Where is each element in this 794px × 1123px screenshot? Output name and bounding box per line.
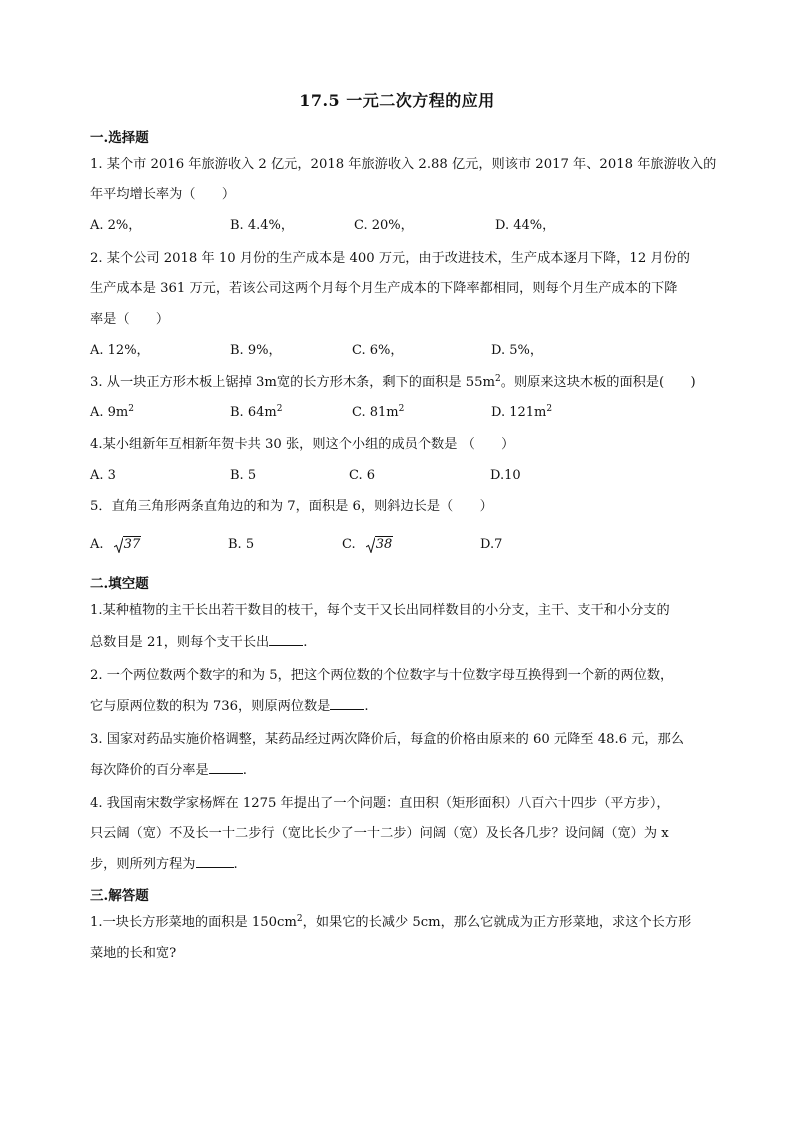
option-d — [491, 404, 552, 422]
section-heading-answer: 三.解答题 — [90, 888, 149, 904]
question-text: 只云阔（宽）不及长一十二步行（宽比长少了一十二步）问阔（宽）及长各几步？设问阔（宽）为 x — [90, 826, 669, 841]
question-text-part: 每次降价的百分率是 — [90, 763, 209, 778]
question-text: 年平均增长率为（ ） — [90, 187, 236, 202]
option-text: A. 9m — [90, 405, 129, 420]
option-c — [352, 404, 404, 422]
question-text-part: 步，则所列方程为 — [90, 857, 196, 872]
square-root — [366, 536, 394, 554]
question-text: 2. 某个公司 2018 年 10 月份的生产成本是 400 万元，由于改进技术，生产成本逐月下降，12 月份的 — [90, 251, 690, 266]
option-c: C. 6 — [349, 468, 376, 483]
radicand: 38 — [375, 537, 393, 552]
question-text: 菜地的长和宽? — [90, 946, 177, 961]
option-b: B. 4.4%， — [230, 218, 294, 233]
option-a: A. 3 — [90, 468, 116, 483]
option-row — [90, 217, 708, 235]
superscript: 2 — [546, 404, 553, 414]
option-c: C. 6%， — [352, 343, 404, 358]
option-text: B. 64m — [230, 405, 277, 420]
question-text-part: . — [364, 699, 369, 714]
option-row — [90, 536, 708, 554]
superscript: 2 — [276, 404, 283, 414]
question-text-part: 1.一块长方形菜地的面积是 150cm — [90, 915, 297, 930]
question-text: 1. 某个市 2016 年旅游收入 2 亿元，2018 年旅游收入 2.88 亿元，则该市 2017 年、2018 年旅游收入的 — [90, 157, 717, 172]
question-text-part: 它与原两位数的积为 736，则原两位数是 — [90, 699, 331, 714]
question-text — [90, 374, 708, 392]
superscript: 2 — [398, 404, 405, 414]
option-d: D.7 — [480, 537, 503, 552]
question-text: 2. 一个两位数两个数字的和为 5，把这个两位数的个位数字与十位数字母互换得到一个新的两位数， — [90, 668, 674, 683]
radical-sign-icon — [366, 537, 375, 553]
question-text-part: . — [242, 763, 247, 778]
option-a — [90, 404, 134, 422]
question-text — [90, 761, 708, 780]
question-text: 5．直角三角形两条直角边的和为 7，面积是 6，则斜边长是（ ） — [90, 499, 493, 514]
option-b — [230, 404, 282, 422]
question-text-part: 3. 从一块正方形木板上锯掉 3m宽的长方形木条，剩下的面积是 55m — [90, 375, 496, 390]
radical-sign-icon — [114, 537, 123, 553]
option-b: B. 9%， — [230, 343, 282, 358]
answer-blank[interactable] — [330, 697, 364, 710]
superscript: 2 — [495, 374, 501, 384]
option-d: D. 44%， — [495, 218, 556, 233]
question-text: 4. 我国南宋数学家杨辉在 1275 年提出了一个问题：直田积（矩形面积）八百六十四步（平方步）， — [90, 796, 670, 811]
option-b: B. 5 — [228, 537, 255, 552]
question-text: 3. 国家对药品实施价格调整，某药品经过两次降价后，每盒的价格由原来的 60 元降至 48.6 元，那么 — [90, 732, 684, 747]
question-text: 生产成本是 361 万元，若该公司这两个月每个月生产成本的下降率都相同，则每个月生产成本的下降 — [90, 281, 678, 296]
option-row — [90, 342, 708, 360]
question-text — [90, 633, 708, 652]
question-text: 率是（ ） — [90, 312, 170, 327]
option-d: D. 5%， — [491, 343, 543, 358]
section-heading-fill: 二.填空题 — [90, 576, 149, 592]
option-c: C. 20%， — [354, 218, 414, 233]
answer-blank[interactable] — [196, 855, 234, 868]
option-row — [90, 404, 708, 422]
option-row — [90, 467, 708, 485]
superscript: 2 — [128, 404, 134, 414]
option-a — [90, 536, 141, 554]
superscript: 2 — [296, 914, 303, 924]
question-text: 1.某种植物的主干长出若干数目的枝干，每个支干又长出同样数目的小分支，主干、支干和小分支的 — [90, 603, 670, 618]
option-c — [342, 536, 393, 554]
option-label: C. — [342, 537, 356, 552]
option-a: A. 12%， — [90, 343, 150, 358]
option-text: C. 81m — [352, 405, 399, 420]
question-text — [90, 697, 708, 716]
question-text — [90, 855, 708, 874]
option-d: D.10 — [490, 468, 521, 483]
square-root — [114, 536, 142, 554]
question-text: 4.某小组新年互相新年贺卡共 30 张，则这个小组的成员个数是 （ ） — [90, 437, 515, 452]
answer-blank[interactable] — [209, 761, 243, 774]
question-text-part: ，如果它的长减少 5cm，那么它就成为正方形菜地，求这个长方形 — [302, 915, 692, 930]
question-text-part: 总数目是 21，则每个支干长出 — [90, 635, 270, 650]
option-text: D. 121m — [491, 405, 547, 420]
question-text-part: 。则原来这块木板的面积是( ) — [500, 375, 696, 390]
option-label: A. — [90, 537, 104, 552]
radicand: 37 — [123, 537, 141, 552]
option-b: B. 5 — [230, 468, 257, 483]
question-text-part: . — [303, 635, 308, 650]
answer-blank[interactable] — [269, 633, 303, 646]
section-heading-choice: 一.选择题 — [90, 130, 149, 146]
page-title: 17.5 一元二次方程的应用 — [299, 91, 495, 110]
option-a: A. 2%， — [90, 218, 142, 233]
question-text-part: . — [233, 857, 238, 872]
question-text — [90, 914, 708, 932]
